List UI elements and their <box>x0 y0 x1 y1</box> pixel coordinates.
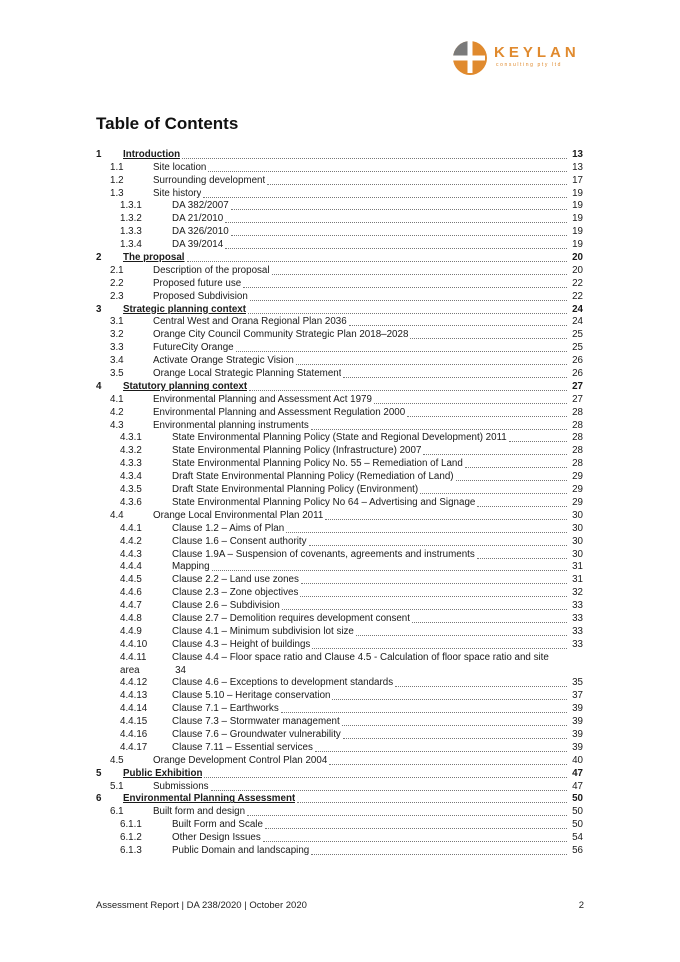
toc-entry-page: 28 <box>572 458 583 470</box>
toc-entry-number: 4.4.5 <box>120 574 142 586</box>
toc-entry-page: 31 <box>572 574 583 586</box>
toc-entry[interactable] <box>96 535 583 548</box>
dot-leader <box>204 777 567 778</box>
dot-leader <box>374 403 567 404</box>
toc-entry-title: Clause 2.2 – Land use zones <box>172 574 299 586</box>
dot-leader <box>309 545 567 546</box>
toc-entry-number: 4.4.3 <box>120 548 142 560</box>
toc-entry-number: 3.3 <box>110 342 124 354</box>
toc-entry-title: Mapping <box>172 561 210 573</box>
toc-entry-number: 4.4.12 <box>120 677 148 689</box>
toc-entry[interactable] <box>96 805 583 818</box>
dot-leader <box>282 609 567 610</box>
toc-entry-page: 20 <box>572 264 583 276</box>
toc-entry-title: Orange Local Environmental Plan 2011 <box>153 509 324 521</box>
toc-entry-number: 4.4 <box>110 509 124 521</box>
toc-entry[interactable] <box>96 470 583 483</box>
toc-entry[interactable] <box>96 212 583 225</box>
toc-entry-page: 19 <box>572 200 583 212</box>
toc-entry[interactable] <box>96 741 583 754</box>
toc-entry-page: 19 <box>572 239 583 251</box>
toc-entry-number: 4.4.2 <box>120 535 142 547</box>
dot-leader <box>231 209 567 210</box>
dot-leader <box>311 429 567 430</box>
toc-entry-title: Central West and Orana Regional Plan 2036 <box>153 316 347 328</box>
toc-entry[interactable] <box>96 341 583 354</box>
toc-entry-page: 33 <box>572 600 583 612</box>
toc-entry-title: The proposal <box>123 252 185 264</box>
toc-entry-title: Other Design Issues <box>172 832 261 844</box>
toc-entry-number: 1.3.2 <box>120 213 142 225</box>
toc-entry-title: Clause 5.10 – Heritage conservation <box>172 690 331 702</box>
dot-leader <box>236 351 567 352</box>
table-of-contents <box>96 148 583 857</box>
toc-entry[interactable] <box>96 316 583 329</box>
dot-leader <box>311 854 567 855</box>
toc-entry[interactable] <box>96 496 583 509</box>
toc-entry-number: 4.3.3 <box>120 458 142 470</box>
toc-entry-page: 19 <box>572 226 583 238</box>
dot-leader <box>281 712 567 713</box>
toc-entry-page: 56 <box>572 845 583 856</box>
toc-entry-title: Built Form and Scale <box>172 819 263 831</box>
toc-entry-number: 2 <box>96 252 102 264</box>
toc-entry-page: 20 <box>572 252 583 264</box>
toc-entry-title: Public Domain and landscaping <box>172 845 310 856</box>
toc-entry-number: 4.4.10 <box>120 638 148 650</box>
dot-leader <box>187 261 567 262</box>
toc-entry-title: Description of the proposal <box>153 264 270 276</box>
toc-entry-page: 28 <box>572 419 583 431</box>
dot-leader <box>265 828 567 829</box>
toc-entry[interactable] <box>96 367 583 380</box>
toc-entry-page: 13 <box>572 161 583 173</box>
toc-entry[interactable] <box>96 818 583 831</box>
toc-entry[interactable] <box>96 586 583 599</box>
toc-entry-number: 6.1.1 <box>120 819 142 831</box>
toc-entry-title: DA 39/2014 <box>172 239 224 251</box>
dot-leader <box>300 596 567 597</box>
toc-entry[interactable] <box>96 161 583 174</box>
toc-entry-number: 4.4.11 <box>120 651 147 663</box>
toc-entry-title: Environmental Planning Assessment <box>123 793 296 805</box>
dot-leader <box>343 738 567 739</box>
toc-entry-number: 5.1 <box>110 780 124 792</box>
toc-entry[interactable] <box>96 831 583 844</box>
toc-entry-title: State Environmental Planning Policy No. 55 – Remediation of Land <box>172 458 463 470</box>
toc-entry[interactable] <box>96 264 583 277</box>
toc-entry[interactable] <box>96 612 583 625</box>
toc-entry-page: 25 <box>572 342 583 354</box>
dot-leader <box>342 725 567 726</box>
toc-entry-number: 1.3 <box>110 187 124 199</box>
toc-entry[interactable] <box>96 728 583 741</box>
toc-entry-page: 30 <box>572 548 583 560</box>
dot-leader <box>212 570 567 571</box>
toc-entry-page: 30 <box>572 535 583 547</box>
toc-entry-number: 1.2 <box>110 174 124 186</box>
dot-leader <box>263 841 567 842</box>
toc-entry-page: 40 <box>572 754 583 766</box>
toc-entry-number: 1.3.1 <box>120 200 142 212</box>
dot-leader <box>332 699 567 700</box>
toc-entry-page: 29 <box>572 496 583 508</box>
toc-entry[interactable] <box>96 432 583 445</box>
toc-entry-page: 29 <box>572 484 583 496</box>
toc-entry-title: Orange Development Control Plan 2004 <box>153 754 328 766</box>
toc-entry[interactable] <box>96 354 583 367</box>
dot-leader <box>312 648 567 649</box>
toc-entry-title: FutureCity Orange <box>153 342 234 354</box>
toc-entry-number: 4 <box>96 380 102 392</box>
toc-entry-title: Clause 7.1 – Earthworks <box>172 703 279 715</box>
toc-entry[interactable] <box>96 174 583 187</box>
dot-leader <box>203 197 567 198</box>
dot-leader <box>248 313 567 314</box>
toc-entry-number: 4.3.4 <box>120 471 142 483</box>
toc-entry-title: Strategic planning context <box>123 303 247 315</box>
dot-leader <box>356 635 567 636</box>
toc-entry-title: State Environmental Planning Policy (Infrastructure) 2007 <box>172 445 422 457</box>
toc-entry-number: 3.5 <box>110 368 124 380</box>
toc-entry-number: 3 <box>96 303 102 315</box>
toc-entry-number: 4.4.8 <box>120 612 142 624</box>
toc-entry[interactable] <box>96 251 583 264</box>
footer-page-number: 2 <box>578 900 584 911</box>
toc-entry-number: 4.3 <box>110 419 124 431</box>
toc-entry-page: 28 <box>572 406 583 418</box>
dot-leader <box>247 815 567 816</box>
toc-entry-number: 6 <box>96 793 102 805</box>
toc-entry[interactable] <box>96 457 583 470</box>
toc-entry-title: State Environmental Planning Policy No 64 – Advertising and Signage <box>172 496 476 508</box>
toc-entry-title: Clause 7.6 – Groundwater vulnerability <box>172 728 341 740</box>
dot-leader <box>456 480 567 481</box>
dot-leader <box>395 686 567 687</box>
toc-entry-title: State Environmental Planning Policy (State and Regional Development) 2011 <box>172 432 507 444</box>
toc-entry[interactable] <box>96 754 583 767</box>
toc-entry-title: Clause 4.6 – Exceptions to development standards <box>172 677 394 689</box>
toc-entry-page: 27 <box>572 380 583 392</box>
toc-entry-title: Proposed future use <box>153 277 242 289</box>
toc-entry-number: 3.2 <box>110 329 124 341</box>
toc-entry-page: 17 <box>572 174 583 186</box>
toc-entry-number: 4.4.15 <box>120 716 148 728</box>
toc-entry-title: Clause 7.3 – Stormwater management <box>172 716 340 728</box>
toc-entry-page: 47 <box>572 767 583 779</box>
toc-entry-title: Environmental Planning and Assessment Regulation 2000 <box>153 406 406 418</box>
toc-entry[interactable] <box>96 187 583 200</box>
toc-entry-number: 1.1 <box>110 161 124 173</box>
dot-leader <box>211 790 567 791</box>
dot-leader <box>343 377 567 378</box>
logo-subtitle: consulting pty ltd <box>496 62 563 68</box>
toc-entry-title: Clause 4.1 – Minimum subdivision lot size <box>172 625 354 637</box>
toc-entry-page: 30 <box>572 522 583 534</box>
toc-entry-number: 4.1 <box>110 393 124 405</box>
toc-entry-page: 39 <box>572 703 583 715</box>
toc-entry[interactable] <box>96 522 583 535</box>
toc-entry-title: Orange Local Strategic Planning Statement <box>153 368 342 380</box>
toc-entry-page: 33 <box>572 638 583 650</box>
toc-entry[interactable] <box>96 702 583 715</box>
toc-entry-title: Submissions <box>153 780 209 792</box>
toc-entry[interactable] <box>96 406 583 419</box>
toc-entry-page: 34 <box>175 664 186 676</box>
page-title: Table of Contents <box>96 114 239 133</box>
dot-leader <box>423 454 567 455</box>
toc-entry-number: 1.3.4 <box>120 239 142 251</box>
toc-entry[interactable] <box>96 238 583 251</box>
toc-entry-page: 47 <box>572 780 583 792</box>
toc-entry-number: 1.3.3 <box>120 226 142 238</box>
toc-entry[interactable] <box>96 651 583 677</box>
toc-entry-page: 39 <box>572 716 583 728</box>
toc-entry-title: Clause 2.3 – Zone objectives <box>172 587 299 599</box>
toc-entry-number: 4.3.5 <box>120 484 142 496</box>
toc-entry-number: 2.1 <box>110 264 124 276</box>
toc-entry-number: 3.4 <box>110 355 124 367</box>
toc-entry-page: 35 <box>572 677 583 689</box>
toc-entry-number: 4.4.16 <box>120 728 148 740</box>
toc-entry-number: 4.2 <box>110 406 124 418</box>
toc-entry[interactable] <box>96 844 583 857</box>
toc-entry-title: DA 326/2010 <box>172 226 229 238</box>
toc-entry-page: 33 <box>572 625 583 637</box>
toc-entry-page: 24 <box>572 316 583 328</box>
toc-entry-page: 28 <box>572 432 583 444</box>
toc-entry-title: Clause 1.9A – Suspension of covenants, agreements and instruments <box>172 548 475 560</box>
toc-entry-page: 29 <box>572 471 583 483</box>
dot-leader <box>182 158 567 159</box>
toc-entry-number: 4.4.7 <box>120 600 142 612</box>
toc-entry-title: Statutory planning context <box>123 380 248 392</box>
toc-entry[interactable] <box>96 303 583 316</box>
dot-leader <box>407 416 567 417</box>
toc-entry[interactable] <box>96 419 583 432</box>
toc-entry-number: 6.1.2 <box>120 832 142 844</box>
toc-entry-number: 4.3.2 <box>120 445 142 457</box>
toc-entry[interactable] <box>96 573 583 586</box>
toc-entry[interactable] <box>96 767 583 780</box>
toc-entry[interactable] <box>96 277 583 290</box>
toc-entry-page: 54 <box>572 832 583 844</box>
toc-entry-page: 33 <box>572 612 583 624</box>
toc-entry-title: Clause 1.2 – Aims of Plan <box>172 522 285 534</box>
toc-entry-number: 4.4.1 <box>120 522 142 534</box>
toc-entry-page: 19 <box>572 213 583 225</box>
toc-entry-page: 24 <box>572 303 583 315</box>
toc-entry-title: Clause 4.3 – Height of buildings <box>172 638 311 650</box>
toc-entry[interactable] <box>96 715 583 728</box>
toc-entry-title: Clause 2.6 – Subdivision <box>172 600 280 612</box>
dot-leader <box>477 558 567 559</box>
toc-entry-title: Activate Orange Strategic Vision <box>153 355 294 367</box>
dot-leader <box>272 274 567 275</box>
toc-entry-number: 4.5 <box>110 754 124 766</box>
dot-leader <box>297 802 567 803</box>
toc-entry[interactable] <box>96 677 583 690</box>
toc-entry-page: 31 <box>572 561 583 573</box>
toc-entry-page: 26 <box>572 368 583 380</box>
toc-entry[interactable] <box>96 599 583 612</box>
keylan-logo-icon <box>452 40 488 76</box>
dot-leader <box>410 338 567 339</box>
footer-document-info: Assessment Report | DA 238/2020 | October 2020 <box>96 900 307 911</box>
dot-leader <box>231 235 567 236</box>
toc-entry[interactable] <box>96 780 583 793</box>
toc-entry-title: Public Exhibition <box>123 767 203 779</box>
toc-entry-title: Orange City Council Community Strategic Plan 2018–2028 <box>153 329 409 341</box>
toc-entry-number: 4.4.4 <box>120 561 142 573</box>
toc-entry-page: 22 <box>572 277 583 289</box>
toc-entry[interactable] <box>96 625 583 638</box>
dot-leader <box>315 751 567 752</box>
toc-entry-title: Proposed Subdivision <box>153 290 248 302</box>
dot-leader <box>286 532 567 533</box>
toc-entry-page: 50 <box>572 819 583 831</box>
dot-leader <box>249 390 567 391</box>
toc-entry-number: 3.1 <box>110 316 124 328</box>
toc-entry-title: DA 382/2007 <box>172 200 229 212</box>
toc-entry-page: 26 <box>572 355 583 367</box>
toc-entry-title: Clause 1.6 – Consent authority <box>172 535 307 547</box>
toc-entry[interactable] <box>96 148 583 161</box>
dot-leader <box>225 222 567 223</box>
toc-entry-number: 1 <box>96 148 102 160</box>
toc-entry-title: Surrounding development <box>153 174 266 186</box>
toc-entry-page: 28 <box>572 445 583 457</box>
dot-leader <box>349 325 567 326</box>
logo-name: KEYLAN <box>494 44 580 61</box>
toc-entry[interactable] <box>96 393 583 406</box>
dot-leader <box>420 493 567 494</box>
dot-leader <box>465 467 567 468</box>
dot-leader <box>267 184 567 185</box>
toc-entry-page: 27 <box>572 393 583 405</box>
toc-entry-title: Site history <box>153 187 202 199</box>
toc-entry-title: Clause 2.7 – Demolition requires development consent <box>172 612 410 624</box>
toc-entry-page: 19 <box>572 187 583 199</box>
toc-entry[interactable] <box>96 328 583 341</box>
toc-entry-title: Draft State Environmental Planning Policy (Remediation of Land) <box>172 471 454 483</box>
toc-entry-page: 25 <box>572 329 583 341</box>
toc-entry-page: 50 <box>572 806 583 818</box>
toc-entry-number: 2.2 <box>110 277 124 289</box>
toc-entry-page: 13 <box>572 148 583 160</box>
toc-entry[interactable] <box>96 290 583 303</box>
dot-leader <box>208 171 567 172</box>
toc-entry[interactable] <box>96 444 583 457</box>
toc-entry[interactable] <box>96 561 583 574</box>
dot-leader <box>412 622 567 623</box>
toc-entry-title-continued: area <box>120 664 140 676</box>
toc-entry[interactable] <box>96 548 583 561</box>
dot-leader <box>301 583 567 584</box>
toc-entry-title: Built form and design <box>153 806 246 818</box>
dot-leader <box>225 248 567 249</box>
toc-entry-title: DA 21/2010 <box>172 213 224 225</box>
toc-entry[interactable] <box>96 200 583 213</box>
toc-entry[interactable] <box>96 638 583 651</box>
toc-entry-title: Draft State Environmental Planning Policy (Environment) <box>172 484 419 496</box>
toc-entry[interactable] <box>96 483 583 496</box>
toc-entry-page: 39 <box>572 741 583 753</box>
toc-entry[interactable] <box>96 509 583 522</box>
toc-entry-page: 37 <box>572 690 583 702</box>
toc-entry-number: 6.1.3 <box>120 845 142 856</box>
dot-leader <box>243 287 567 288</box>
toc-entry-number: 4.4.6 <box>120 587 142 599</box>
toc-entry-title: Clause 7.11 – Essential services <box>172 741 313 753</box>
toc-entry-title: Introduction <box>123 148 181 160</box>
toc-entry-page: 22 <box>572 290 583 302</box>
toc-entry[interactable] <box>96 793 583 806</box>
toc-entry-number: 4.4.14 <box>120 703 148 715</box>
dot-leader <box>325 519 567 520</box>
dot-leader <box>296 364 567 365</box>
toc-entry-title: Environmental Planning and Assessment Act 1979 <box>153 393 372 405</box>
company-logo <box>452 40 592 80</box>
toc-entry-number: 5 <box>96 767 102 779</box>
toc-entry-number: 6.1 <box>110 806 124 818</box>
toc-entry-page: 30 <box>572 509 583 521</box>
toc-entry-page: 39 <box>572 728 583 740</box>
toc-entry-number: 2.3 <box>110 290 124 302</box>
toc-entry-title: Environmental planning instruments <box>153 419 309 431</box>
toc-entry-title: Site location <box>153 161 207 173</box>
toc-entry-number: 4.3.6 <box>120 496 142 508</box>
toc-entry[interactable] <box>96 689 583 702</box>
dot-leader <box>329 764 567 765</box>
toc-entry-number: 4.4.17 <box>120 741 148 753</box>
toc-entry[interactable] <box>96 380 583 393</box>
toc-entry-title: Clause 4.4 – Floor space ratio and Clause 4.5 - Calculation of floor space ratio and site <box>172 651 549 663</box>
toc-entry-number: 4.3.1 <box>120 432 142 444</box>
toc-entry-page: 50 <box>572 793 583 805</box>
dot-leader <box>477 506 567 507</box>
dot-leader <box>509 441 567 442</box>
toc-entry[interactable] <box>96 225 583 238</box>
toc-entry-page: 32 <box>572 587 583 599</box>
toc-entry-number: 4.4.13 <box>120 690 148 702</box>
dot-leader <box>250 300 567 301</box>
toc-entry-number: 4.4.9 <box>120 625 142 637</box>
